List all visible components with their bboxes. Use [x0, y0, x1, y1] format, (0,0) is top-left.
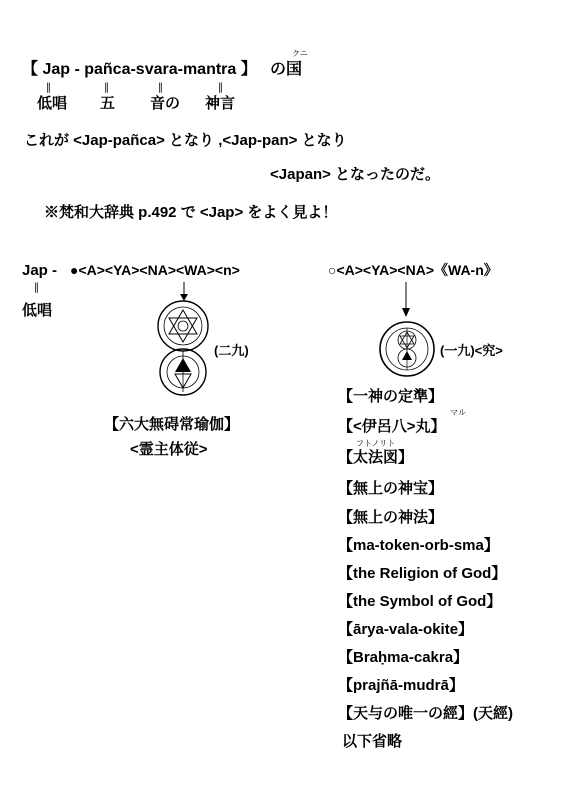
right-arrow: [400, 282, 412, 318]
jap-label: Jap -: [22, 262, 58, 279]
gloss-1: 低唱: [37, 95, 68, 112]
list-item: 【the Religion of God】: [338, 565, 507, 582]
right-mandala-symbol: [378, 320, 436, 378]
list-item: 【<伊呂八>丸】: [338, 418, 446, 435]
futonorito-ruby: フトノリト: [356, 439, 396, 448]
page-title: 【 Jap - pañca-svara-mantra 】: [22, 61, 257, 78]
gloss-eq-1: ‖: [46, 82, 51, 93]
kuni-ruby: クニ: [292, 49, 308, 58]
list-item: 【prajñā-mudrā】: [338, 677, 464, 694]
list-item: 【太法図】: [338, 449, 414, 466]
list-item: 【無上の神法】: [338, 509, 444, 526]
list-item: 【ārya-vala-okite】: [338, 621, 474, 638]
gloss-eq-3: ‖: [158, 82, 163, 93]
gloss-4: 神言: [205, 95, 236, 112]
gloss-eq-4: ‖: [218, 82, 223, 93]
gloss-2: 五: [100, 95, 116, 112]
page-title-suffix: の国: [270, 61, 303, 78]
left-sequence: ●<A><YA><NA><WA><n>: [70, 262, 240, 278]
right-sequence: ○<A><YA><NA>《WA-n》: [328, 262, 498, 278]
list-item: 【無上の神宝】: [338, 480, 444, 497]
list-item: 【一神の定準】: [338, 388, 444, 405]
paragraph-line-1: これが <Jap-pañca> となり ,<Jap-pan> となり: [24, 132, 347, 149]
paragraph-line-2: <Japan> となったのだ。: [270, 166, 441, 183]
jap-gloss: 低唱: [22, 302, 53, 319]
jap-eq: ‖: [34, 282, 39, 293]
left-arrow: [178, 282, 190, 302]
left-caption-2: <霊主体従>: [130, 441, 208, 458]
right-symbol-label: (一九)<究>: [440, 343, 503, 358]
list-item: 【ma-token-orb-sma】: [338, 537, 499, 554]
list-item: 【the Symbol of God】: [338, 593, 502, 610]
list-item: 【Braḥma-cakra】: [338, 649, 469, 666]
reference-note: ※梵和大辞典 p.492 で <Jap> をよく見よ！: [44, 204, 338, 221]
gloss-eq-2: ‖: [104, 82, 109, 93]
list-item: 以下省略: [342, 733, 403, 750]
maru-ruby: マル: [450, 408, 466, 417]
left-symbol-label: (二九): [214, 343, 249, 358]
left-caption-1: 【六大無碍常瑜伽】: [104, 416, 240, 433]
gloss-3: 音の: [150, 95, 181, 112]
left-mandala-symbol: [153, 300, 213, 396]
list-item: 【天与の唯一の經】(天經): [338, 705, 513, 722]
